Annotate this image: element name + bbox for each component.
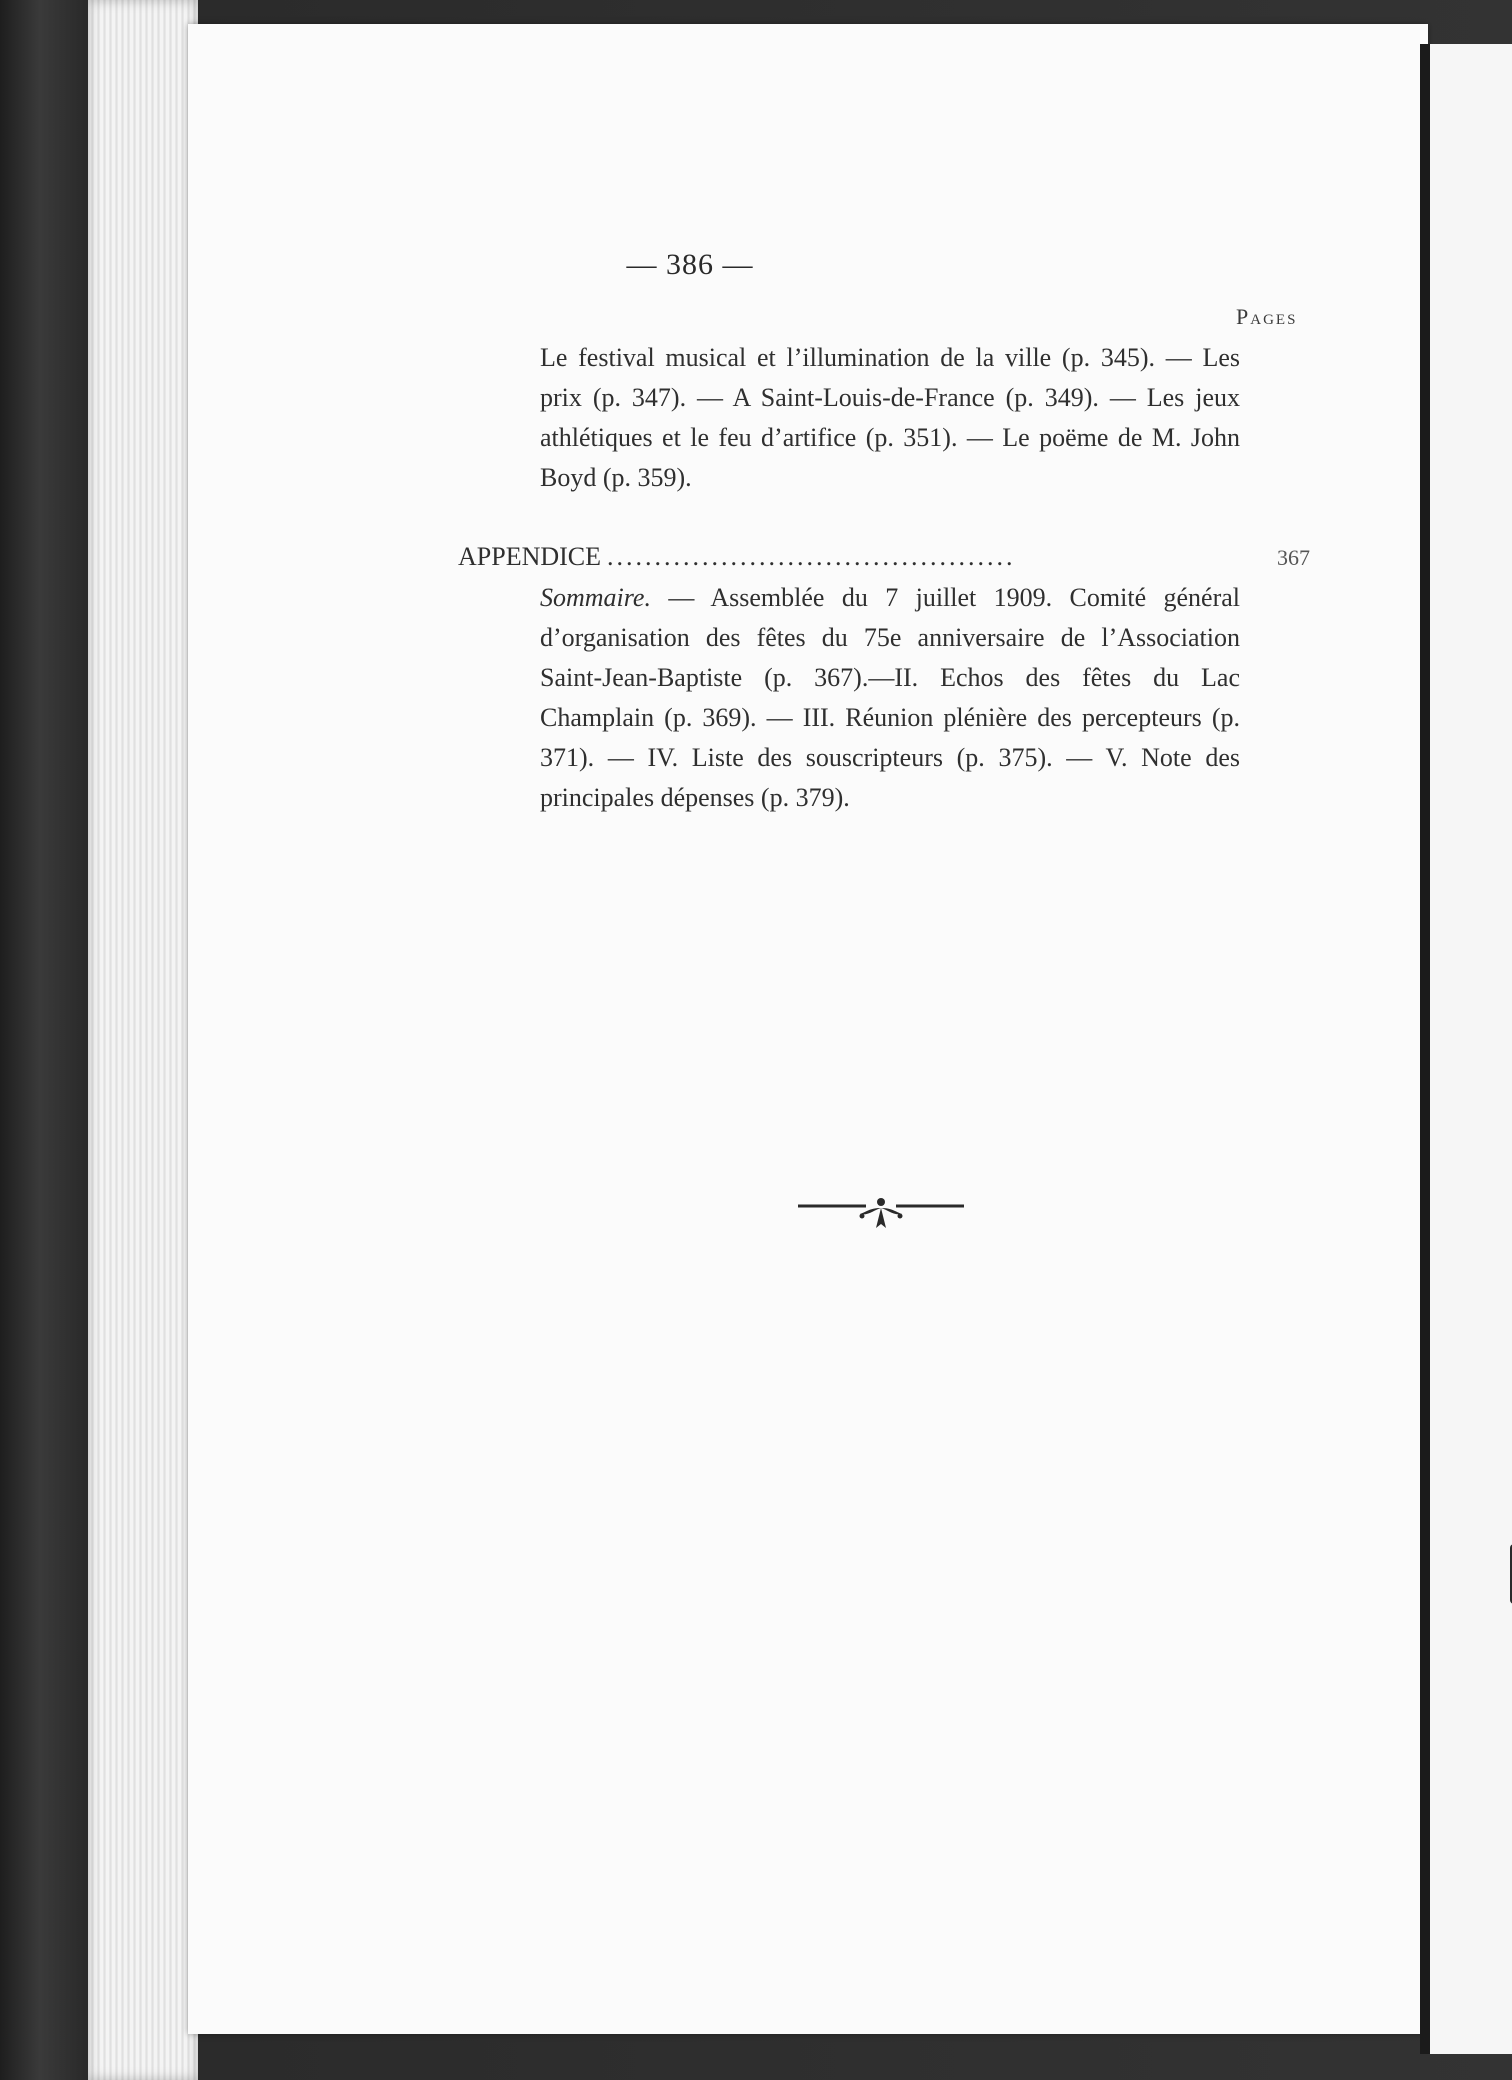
appendix-summary [540, 578, 1240, 818]
sommaire-label: Sommaire. [540, 583, 651, 612]
pages-column-label: Pages [1236, 304, 1298, 329]
fleuron-ornament-icon [796, 1192, 966, 1236]
sommaire-text: — Assemblée du 7 juillet 1909. Comité général d’organisation des fêtes du 75e anniversaire de l’Association Saint-Jean-Baptiste (p. 367).—II. Echos des fêtes du Lac Champlain (p. 369). — III. Réunion plénière des percepteurs (p. 371). — IV. Liste des souscripteurs (p. 375). — V. Note des principales dépenses (p. 379). [540, 583, 1240, 812]
dot-leader: ........................................... [607, 542, 1016, 571]
page-edges [88, 0, 198, 2080]
facing-page-edge [1420, 44, 1512, 2054]
appendix-entry [458, 542, 1310, 572]
appendix-title: APPENDICE [458, 542, 602, 571]
appendix-page-number: 367 [1277, 545, 1310, 570]
entry-continued-text: Le festival musical et l’illumination de la ville (p. 345). — Les prix (p. 347). — A Saint-Louis-de-France (p. 349). — Les jeux athlétiques et le feu d’artifice (p. 351). — Le poëme de M. John Boyd (p. 359). [540, 343, 1240, 492]
page-number: — 386 — [626, 248, 754, 281]
